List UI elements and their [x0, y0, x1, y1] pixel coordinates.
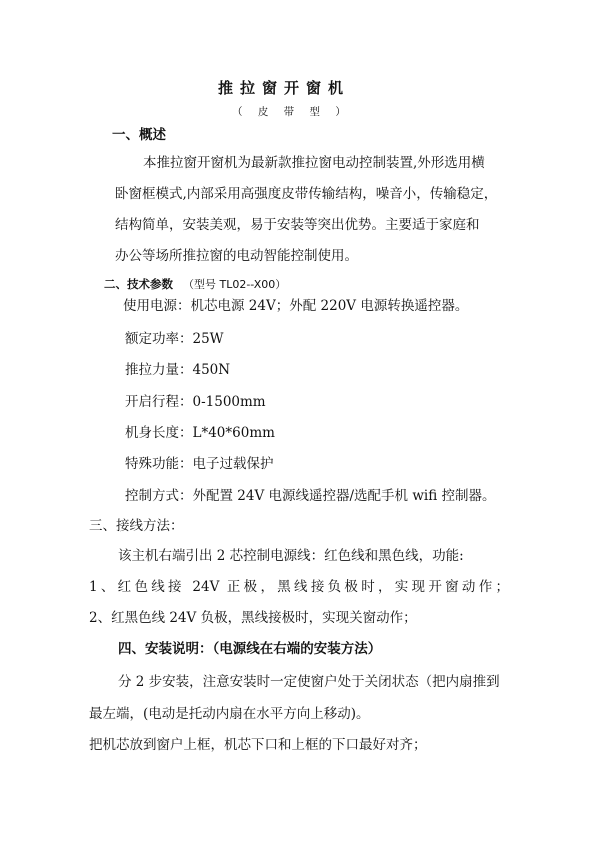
spec-special-function: 特殊功能：电子过载保护	[125, 456, 274, 472]
document-title: 推拉窗开窗机	[218, 79, 351, 97]
spec-body-length: 机身长度：L*40*60mm	[125, 425, 275, 441]
overview-line: 结构简单，安装美观，易于安装等突出优势。主要适于家庭和	[115, 217, 480, 233]
model-number: （型号 TL02--X00）	[183, 278, 287, 291]
wiring-line: 1、红色线接 24V 正极，黑线接负极时，实现开窗动作；	[89, 579, 509, 595]
spec-rated-power: 额定功率：25W	[125, 331, 224, 347]
specs-heading-text: 二、技术参数	[104, 277, 173, 291]
spec-stroke: 开启行程：0-1500mm	[125, 394, 266, 410]
overview-line: 本推拉窗开窗机为最新款推拉窗电动控制装置,外形选用横	[143, 155, 485, 171]
overview-line: 办公等场所推拉窗的电动智能控制使用。	[115, 248, 358, 264]
overview-line: 卧窗框模式,内部采用高强度皮带传输结构，噪音小，传输稳定，	[115, 186, 498, 202]
spec-power-supply: 使用电源：机芯电源 24V；外配 220V 电源转换遥控器。	[123, 298, 469, 314]
document-subtitle: （ 皮 带 型 ）	[232, 106, 352, 118]
installation-line: 分 2 步安装，注意安装时一定使窗户处于关闭状态（把内扇推到	[118, 674, 500, 690]
section-wiring-heading: 三、接线方法：	[89, 518, 184, 534]
wiring-line: 该主机右端引出 2 芯控制电源线：红色线和黑色线，功能:	[118, 548, 464, 564]
spec-control-method: 控制方式：外配置 24V 电源线遥控器/选配手机 wifi 控制器。	[125, 488, 496, 504]
installation-line: 把机芯放到窗户上框，机芯下口和上框的下口最好对齐；	[89, 737, 427, 753]
section-installation-heading: 四、安装说明：（电源线在右端的安装方法）	[118, 641, 382, 657]
wiring-line: 2、红黑色线 24V 负极，黑线接极时，实现关窗动作；	[89, 610, 417, 626]
section-overview-heading: 一、概述	[112, 127, 166, 143]
spec-push-force: 推拉力量：450N	[125, 362, 231, 378]
section-specs-heading	[104, 276, 286, 293]
installation-line: 最左端，(电动是托动内扇在水平方向上移动)。	[89, 706, 370, 722]
